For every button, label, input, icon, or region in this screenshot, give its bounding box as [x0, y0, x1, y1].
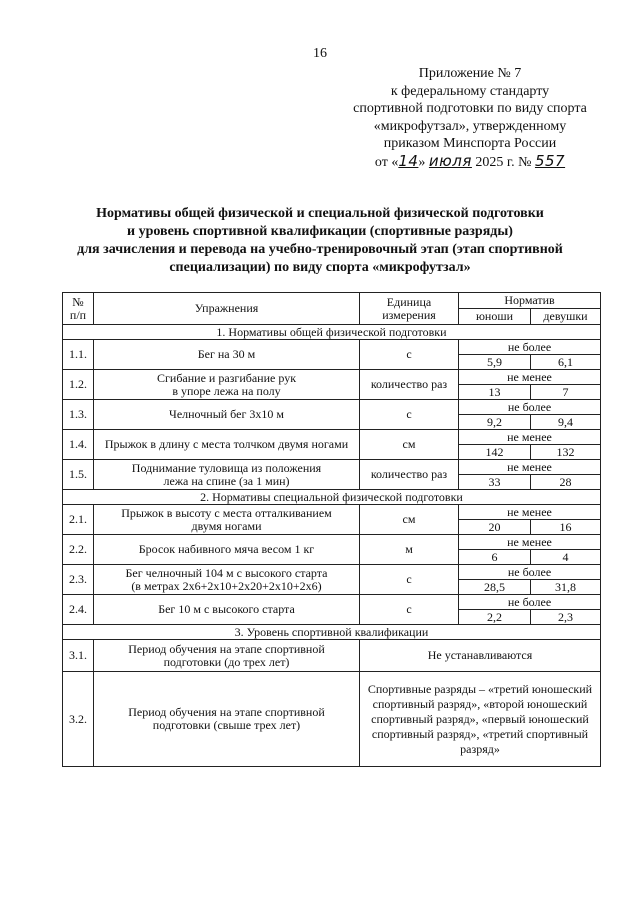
table-row	[63, 370, 601, 385]
page-number: 16	[313, 46, 327, 61]
row-condition: не менее	[459, 535, 601, 550]
row-exercise: Бег 10 м с высокого старта	[94, 595, 360, 625]
order-day: 14	[398, 151, 419, 170]
appendix-block	[340, 65, 600, 172]
row-num: 2.2.	[63, 535, 94, 565]
table-body	[63, 325, 601, 767]
row-condition: не менее	[459, 430, 601, 445]
section-header-row	[63, 490, 601, 505]
row-num: 1.3.	[63, 400, 94, 430]
appendix-line: приказом Минспорта России	[383, 136, 557, 152]
value-boys: 33	[459, 475, 531, 490]
value-girls: 31,8	[531, 580, 601, 595]
value-boys: 20	[459, 520, 531, 535]
row-merged-value: Спортивные разряды – «третий юношеский спортивный разряд», «второй юношеский спортивный разряд», «первый юношеский спортивный разряд», «третий спортивный разряд»	[360, 672, 601, 767]
table-row	[63, 430, 601, 445]
row-num: 2.4.	[63, 595, 94, 625]
title-line: для зачисления и перевода на учебно-тренировочный этап (этап спортивной	[77, 242, 563, 257]
value-girls: 4	[531, 550, 601, 565]
table-row	[63, 460, 601, 475]
row-condition: не менее	[459, 370, 601, 385]
order-date-line	[340, 153, 600, 172]
row-unit: с	[360, 400, 459, 430]
norms-table	[62, 292, 601, 767]
row-unit: количество раз	[360, 370, 459, 400]
header-num: № п/п	[63, 293, 94, 325]
appendix-line: к федеральному стандарту	[390, 83, 550, 99]
row-condition: не более	[459, 400, 601, 415]
order-number: 557	[534, 151, 566, 170]
table-row	[63, 595, 601, 610]
table-row	[63, 535, 601, 550]
appendix-line: Приложение № 7	[418, 66, 522, 81]
row-num: 3.2.	[63, 672, 94, 767]
row-merged-value: Не устанавливаются	[360, 640, 601, 672]
table-row	[63, 340, 601, 355]
row-num: 2.3.	[63, 565, 94, 595]
row-num: 1.1.	[63, 340, 94, 370]
row-condition: не менее	[459, 505, 601, 520]
row-unit: с	[360, 595, 459, 625]
row-condition: не более	[459, 595, 601, 610]
header-girls: девушки	[531, 309, 601, 325]
value-girls: 28	[531, 475, 601, 490]
table-row	[63, 400, 601, 415]
row-exercise: Сгибание и разгибание рук в упоре лежа на полу	[94, 370, 360, 400]
table-row	[63, 672, 601, 767]
appendix-line: спортивной подготовки по виду спорта	[353, 101, 587, 117]
row-num: 3.1.	[63, 640, 94, 672]
row-condition: не более	[459, 340, 601, 355]
header-norm: Норматив	[459, 293, 601, 309]
title-line: и уровень спортивной квалификации (спортивные разряды)	[127, 224, 513, 239]
header-boys: юноши	[459, 309, 531, 325]
row-exercise: Прыжок в длину с места толчком двумя ногами	[94, 430, 360, 460]
row-unit: с	[360, 340, 459, 370]
section-title: 3. Уровень спортивной квалификации	[63, 625, 601, 640]
date-mid: »	[418, 154, 426, 170]
row-unit: см	[360, 505, 459, 535]
row-exercise: Период обучения на этапе спортивной подготовки (до трех лет)	[94, 640, 360, 672]
order-year: 2025 г. №	[475, 154, 532, 170]
section-header-row	[63, 325, 601, 340]
value-girls: 6,1	[531, 355, 601, 370]
value-boys: 9,2	[459, 415, 531, 430]
value-girls: 2,3	[531, 610, 601, 625]
row-exercise: Бросок набивного мяча весом 1 кг	[94, 535, 360, 565]
value-girls: 16	[531, 520, 601, 535]
header-unit: Единица измерения	[360, 293, 459, 325]
row-num: 1.5.	[63, 460, 94, 490]
document-title	[55, 205, 585, 277]
row-condition: не более	[459, 565, 601, 580]
value-boys: 2,2	[459, 610, 531, 625]
date-prefix: от «	[374, 154, 399, 170]
value-boys: 5,9	[459, 355, 531, 370]
title-line: Нормативы общей физической и специальной физической подготовки	[96, 206, 544, 221]
table-row	[63, 565, 601, 580]
value-boys: 13	[459, 385, 531, 400]
header-exercise: Упражнения	[94, 293, 360, 325]
row-exercise: Бег челночный 104 м с высокого старта (в метрах 2х6+2х10+2х20+2х10+2х6)	[94, 565, 360, 595]
row-exercise: Поднимание туловища из положения лежа на спине (за 1 мин)	[94, 460, 360, 490]
row-exercise: Бег на 30 м	[94, 340, 360, 370]
row-unit: см	[360, 430, 459, 460]
section-title: 1. Нормативы общей физической подготовки	[63, 325, 601, 340]
row-num: 1.4.	[63, 430, 94, 460]
appendix-line: «микрофутзал», утвержденному	[373, 118, 567, 134]
row-num: 2.1.	[63, 505, 94, 535]
value-boys: 28,5	[459, 580, 531, 595]
table-row	[63, 505, 601, 520]
row-unit: с	[360, 565, 459, 595]
row-exercise: Прыжок в высоту с места отталкиванием двумя ногами	[94, 505, 360, 535]
section-header-row	[63, 625, 601, 640]
value-boys: 142	[459, 445, 531, 460]
value-girls: 9,4	[531, 415, 601, 430]
table-row	[63, 640, 601, 672]
row-condition: не менее	[459, 460, 601, 475]
row-exercise: Период обучения на этапе спортивной подготовки (свыше трех лет)	[94, 672, 360, 767]
value-boys: 6	[459, 550, 531, 565]
value-girls: 132	[531, 445, 601, 460]
row-exercise: Челночный бег 3х10 м	[94, 400, 360, 430]
order-month: июля	[428, 151, 472, 170]
row-unit: м	[360, 535, 459, 565]
row-unit: количество раз	[360, 460, 459, 490]
row-num: 1.2.	[63, 370, 94, 400]
title-line: специализации) по виду спорта «микрофутзал»	[169, 260, 471, 275]
value-girls: 7	[531, 385, 601, 400]
section-title: 2. Нормативы специальной физической подготовки	[63, 490, 601, 505]
